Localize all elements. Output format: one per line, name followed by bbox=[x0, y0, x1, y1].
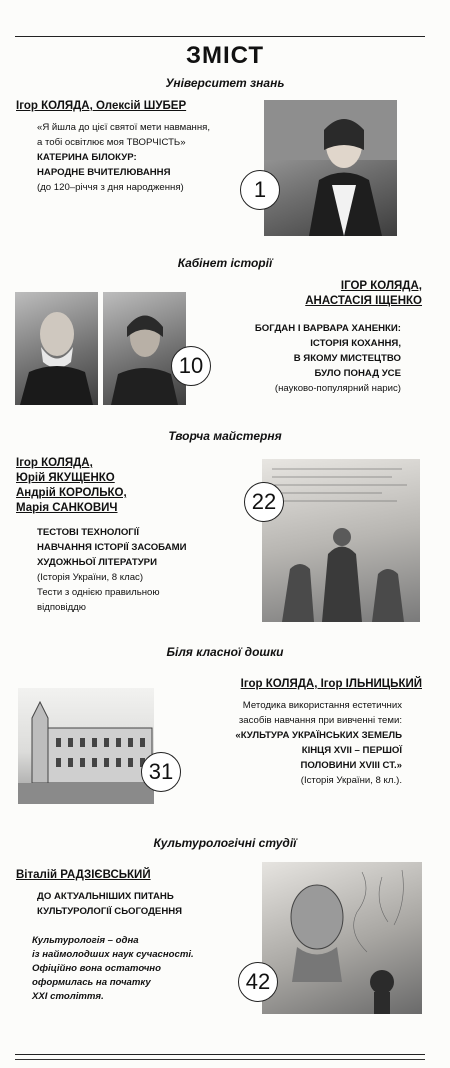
article-author: Віталій РАДЗІЄВСЬКИЙ bbox=[16, 869, 151, 881]
page-number: 22 bbox=[244, 482, 284, 522]
building-photo bbox=[18, 688, 154, 804]
page-title: ЗМІСТ bbox=[185, 42, 265, 69]
portrait-photo bbox=[264, 100, 397, 236]
article-text: ДО АКТУАЛЬНІШИХ ПИТАНЬ КУЛЬТУРОЛОГІЇ СЬОГОДЕННЯ bbox=[37, 891, 183, 917]
section-heading: Університет знань bbox=[165, 76, 285, 90]
article-text: БОГДАН І ВАРВАРА ХАНЕНКИ: ІСТОРІЯ КОХАННЯ, В ЯКОМУ МИСТЕЦТВО БУЛО ПОНАД УСЕ (науково-популярний нарис) bbox=[254, 323, 401, 394]
section-heading: Творча майстерня bbox=[168, 429, 282, 443]
section-heading: Кабінет історії bbox=[177, 256, 273, 270]
bottom-rule-secondary bbox=[15, 1059, 425, 1060]
page-number: 42 bbox=[238, 962, 278, 1002]
cossack-illustration bbox=[262, 459, 420, 622]
article-author: Ігор КОЛЯДА, Юрій ЯКУЩЕНКО Андрій КОРОЛЬКО, Марія САНКОВИЧ bbox=[16, 457, 127, 514]
page-number: 10 bbox=[171, 346, 211, 386]
collage bbox=[262, 862, 422, 1014]
portrait-photo-right bbox=[103, 292, 186, 405]
article-text: Методика використання естетичних засобів навчання при вивченні теми: «КУЛЬТУРА УКРАЇНСЬКИХ ЗЕМЕЛЬ КІНЦЯ XVII – ПЕРШОЇ ПОЛОВИНИ XVIII СТ.» (Історія України, 8 кл.). bbox=[235, 700, 402, 786]
section-heading: Біля класної дошки bbox=[166, 645, 284, 659]
article-author: Ігор КОЛЯДА, Олексій ШУБЕР bbox=[16, 100, 187, 112]
article-text: «Я йшла до цієї святої мети навмання, а тобі освітлює моя ТВОРЧІСТЬ» КАТЕРИНА БІЛОКУР: НАРОДНЕ ВЧИТЕЛЮВАННЯ (до 120–річчя з дня народження) bbox=[37, 122, 211, 193]
page-number: 1 bbox=[240, 170, 280, 210]
portrait-photo-left bbox=[15, 292, 98, 405]
portrait-illustration bbox=[264, 100, 397, 236]
article-author: ІГОР КОЛЯДА, АНАСТАСІЯ ІЩЕНКО bbox=[305, 280, 422, 307]
article-quote: Культурологія – одна із наймолодших наук сучасності. Офіційно вона остаточно оформилась на початку XXI століття. bbox=[32, 935, 194, 1002]
bottom-rule bbox=[15, 1054, 425, 1055]
article-author: Ігор КОЛЯДА, Ігор ІЛЬНИЦЬКИЙ bbox=[240, 678, 422, 690]
top-rule bbox=[15, 36, 425, 37]
article-text: ТЕСТОВІ ТЕХНОЛОГІЇ НАВЧАННЯ ІСТОРІЇ ЗАСОБАМИ ХУДОЖНЬОЇ ЛІТЕРАТУРИ (Історія України, 8 клас) Тести з однією правильною відповіддю bbox=[37, 527, 187, 613]
section-heading: Культурологічні студії bbox=[153, 836, 297, 850]
page-number: 31 bbox=[141, 752, 181, 792]
